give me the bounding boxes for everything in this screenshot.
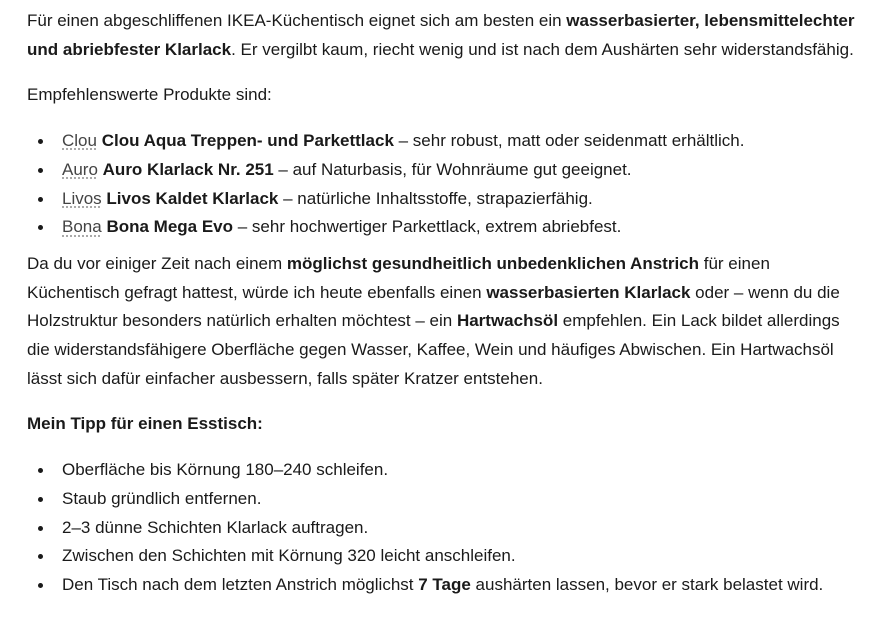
tips-list — [27, 456, 867, 600]
list-item: 2–3 dünne Schichten Klarlack auftragen. — [62, 514, 867, 543]
list-item: Staub gründlich entfernen. — [62, 485, 867, 514]
list-item — [62, 127, 867, 156]
product-desc: – sehr robust, matt oder seidenmatt erhältlich. — [393, 131, 745, 151]
intro-text: Für einen abgeschliffenen IKEA-Küchentisch eignet sich am besten ein — [27, 11, 567, 30]
list-item — [62, 156, 867, 185]
product-name: Livos Kaldet Klarlack — [106, 188, 279, 208]
context-bold: Hartwachsöl — [456, 311, 559, 331]
intro-paragraph — [27, 7, 867, 64]
product-name: Bona Mega Evo — [106, 217, 234, 237]
context-text: empfehlen. Ein Lack bildet allerdings die widerstandsfähigere Oberfläche gegen Wasser, Kaffee, Wein und häufiges Abwischen. Ein Hartwachsöl lässt sich dafür einfacher ausbessern, falls später Kratzer entstehen. — [27, 311, 840, 388]
context-text: für einen Küchentisch gefragt hattest, würde ich heute ebenfalls einen — [27, 253, 770, 302]
list-item — [62, 571, 867, 600]
intro-bold: wasserbasierter, lebensmittelechter und abriebfester Klarlack — [27, 11, 855, 59]
brand-link-clou[interactable]: Clou — [62, 131, 97, 151]
context-text: oder – wenn du die Holzstruktur besonders natürlich erhalten möchtest – ein — [27, 282, 840, 331]
tip-bold: 7 Tage — [418, 574, 471, 594]
context-paragraph — [27, 250, 867, 394]
brand-link-auro[interactable]: Auro — [62, 159, 98, 179]
product-desc: – natürliche Inhaltsstoffe, strapazierfähig. — [278, 188, 593, 208]
tip-heading — [27, 410, 867, 439]
product-desc: – auf Naturbasis, für Wohnräume gut geeignet. — [273, 159, 632, 179]
intro-text-end: . Er vergilbt kaum, riecht wenig und ist nach dem Aushärten sehr widerstandsfähig. — [231, 39, 854, 59]
brand-link-livos[interactable]: Livos — [62, 188, 102, 208]
tip-heading-text: Mein Tipp für einen Esstisch: — [27, 414, 263, 434]
list-item: Oberfläche bis Körnung 180–240 schleifen. — [62, 456, 867, 485]
product-name: Clou Aqua Treppen- und Parkettlack — [101, 131, 394, 151]
context-bold: wasserbasierten Klarlack — [486, 282, 691, 302]
list-item — [62, 213, 867, 242]
list-item — [62, 185, 867, 214]
list-item: Zwischen den Schichten mit Körnung 320 leicht anschleifen. — [62, 542, 867, 571]
chat-response — [27, 7, 867, 600]
product-desc: – sehr hochwertiger Parkettlack, extrem abriebfest. — [233, 217, 622, 237]
products-list — [27, 127, 867, 242]
context-bold: möglichst gesundheitlich unbedenklichen Anstrich — [286, 253, 700, 273]
tip-text-end: aushärten lassen, bevor er stark belastet wird. — [470, 574, 824, 594]
brand-link-bona[interactable]: Bona — [62, 217, 102, 237]
tip-text: Den Tisch nach dem letzten Anstrich möglichst — [62, 574, 419, 594]
product-name: Auro Klarlack Nr. 251 — [102, 159, 274, 179]
context-text: Da du vor einiger Zeit nach einem — [27, 253, 287, 273]
products-heading: Empfehlenswerte Produkte sind: — [27, 85, 272, 105]
